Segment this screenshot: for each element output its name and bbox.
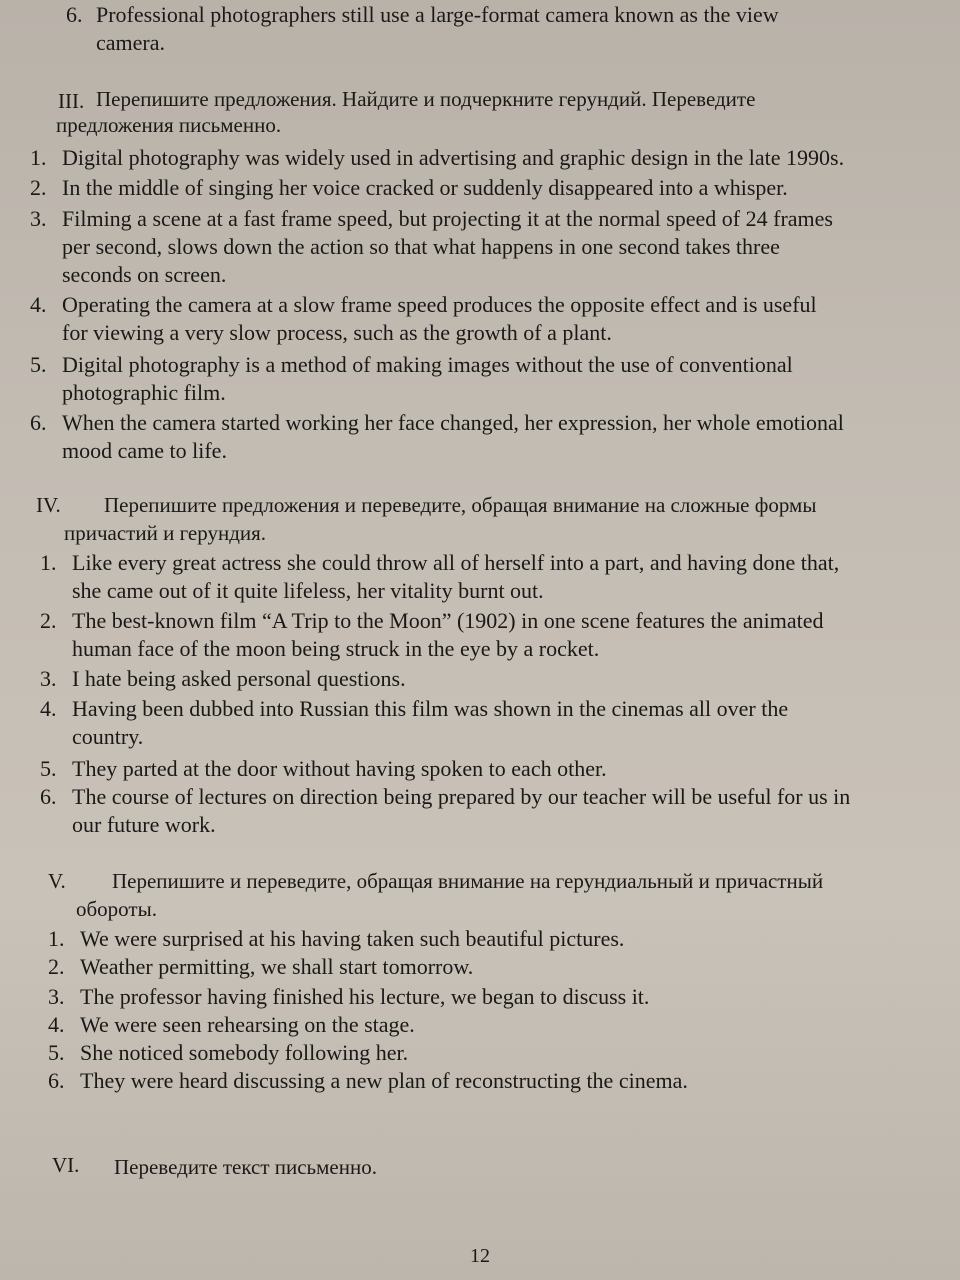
list-item-number: 1. — [48, 926, 65, 951]
list-item-number: 5. — [48, 1040, 65, 1065]
list-item-line: The best-known film “A Trip to the Moon” (1902) in one scene features the animated — [72, 608, 824, 633]
list-item-number: 4. — [40, 696, 57, 721]
list-item-number: 4. — [30, 292, 47, 317]
top-item-line: Professional photographers still use a large-format camera known as the view — [96, 2, 779, 27]
section-roman-numeral: III. — [58, 89, 85, 113]
list-item-line: Having been dubbed into Russian this film was shown in the cinemas all over the — [72, 696, 789, 721]
section-heading: Перепишите и переведите, обращая внимание на герундиальный и причастный — [112, 869, 824, 893]
list-item-line: Digital photography was widely used in advertising and graphic design in the late 1990s. — [62, 145, 845, 170]
list-item-number: 1. — [40, 550, 57, 575]
list-item-line: mood came to life. — [62, 438, 227, 463]
list-item-number: 2. — [48, 954, 65, 979]
list-item-number: 6. — [30, 410, 47, 435]
section-roman-numeral: VI. — [52, 1153, 80, 1177]
list-item-line: Like every great actress she could throw all of herself into a part, and having done that, — [72, 550, 840, 575]
list-item-number: 6. — [40, 784, 57, 809]
list-item-number: 1. — [30, 145, 47, 170]
list-item-line: our future work. — [72, 812, 216, 837]
list-item-line: she came out of it quite lifeless, her vitality burnt out. — [72, 578, 544, 603]
section-heading: Перепишите предложения и переведите, обращая внимание на сложные формы — [104, 493, 817, 517]
list-item-number: 2. — [30, 175, 47, 200]
list-item-line: In the middle of singing her voice cracked or suddenly disappeared into a whisper. — [62, 175, 788, 200]
list-item-line: They parted at the door without having spoken to each other. — [72, 756, 607, 781]
list-item-line: per second, slows down the action so that what happens in one second takes three — [62, 234, 780, 259]
section-heading: Перепишите предложения. Найдите и подчеркните герундий. Переведите — [96, 87, 756, 111]
list-item-line: They were heard discussing a new plan of reconstructing the cinema. — [80, 1068, 688, 1093]
list-item-number: 3. — [30, 206, 47, 231]
list-item-line: The course of lectures on direction being prepared by our teacher will be useful for us in — [72, 784, 851, 809]
list-item-line: We were seen rehearsing on the stage. — [80, 1012, 415, 1037]
list-item-number: 4. — [48, 1012, 65, 1037]
list-item-line: Digital photography is a method of making images without the use of conventional — [62, 352, 793, 377]
list-item-line: Filming a scene at a fast frame speed, but projecting it at the normal speed of 24 frames — [62, 206, 833, 231]
list-item-number: 2. — [40, 608, 57, 633]
list-item-line: The professor having finished his lecture, we began to discuss it. — [80, 984, 650, 1009]
section-roman-numeral: V. — [48, 869, 66, 893]
list-item-line: When the camera started working her face changed, her expression, her whole emotional — [62, 410, 844, 435]
list-item-line: She noticed somebody following her. — [80, 1040, 409, 1065]
list-item-number: 5. — [30, 352, 47, 377]
top-item-line: camera. — [96, 30, 165, 55]
section-roman-numeral: IV. — [36, 493, 61, 517]
list-item-number: 3. — [48, 984, 65, 1009]
section-heading: Переведите текст письменно. — [114, 1155, 377, 1179]
section-heading: обороты. — [76, 897, 157, 921]
list-item-line: human face of the moon being struck in the eye by a rocket. — [72, 636, 600, 661]
list-item-line: I hate being asked personal questions. — [72, 666, 406, 691]
list-item-number: 3. — [40, 666, 57, 691]
page-number: 12 — [470, 1245, 490, 1267]
top-item-number: 6. — [66, 2, 83, 27]
list-item-number: 6. — [48, 1068, 65, 1093]
list-item-line: Operating the camera at a slow frame speed produces the opposite effect and is useful — [62, 292, 817, 317]
section-heading: предложения письменно. — [56, 113, 282, 137]
list-item-line: We were surprised at his having taken such beautiful pictures. — [80, 926, 625, 951]
section-heading: причастий и герундия. — [64, 521, 267, 545]
list-item-line: photographic film. — [62, 380, 226, 405]
list-item-line: for viewing a very slow process, such as the growth of a plant. — [62, 320, 612, 345]
list-item-number: 5. — [40, 756, 57, 781]
list-item-line: country. — [72, 724, 144, 749]
list-item-line: seconds on screen. — [62, 262, 227, 287]
list-item-line: Weather permitting, we shall start tomorrow. — [80, 954, 474, 979]
